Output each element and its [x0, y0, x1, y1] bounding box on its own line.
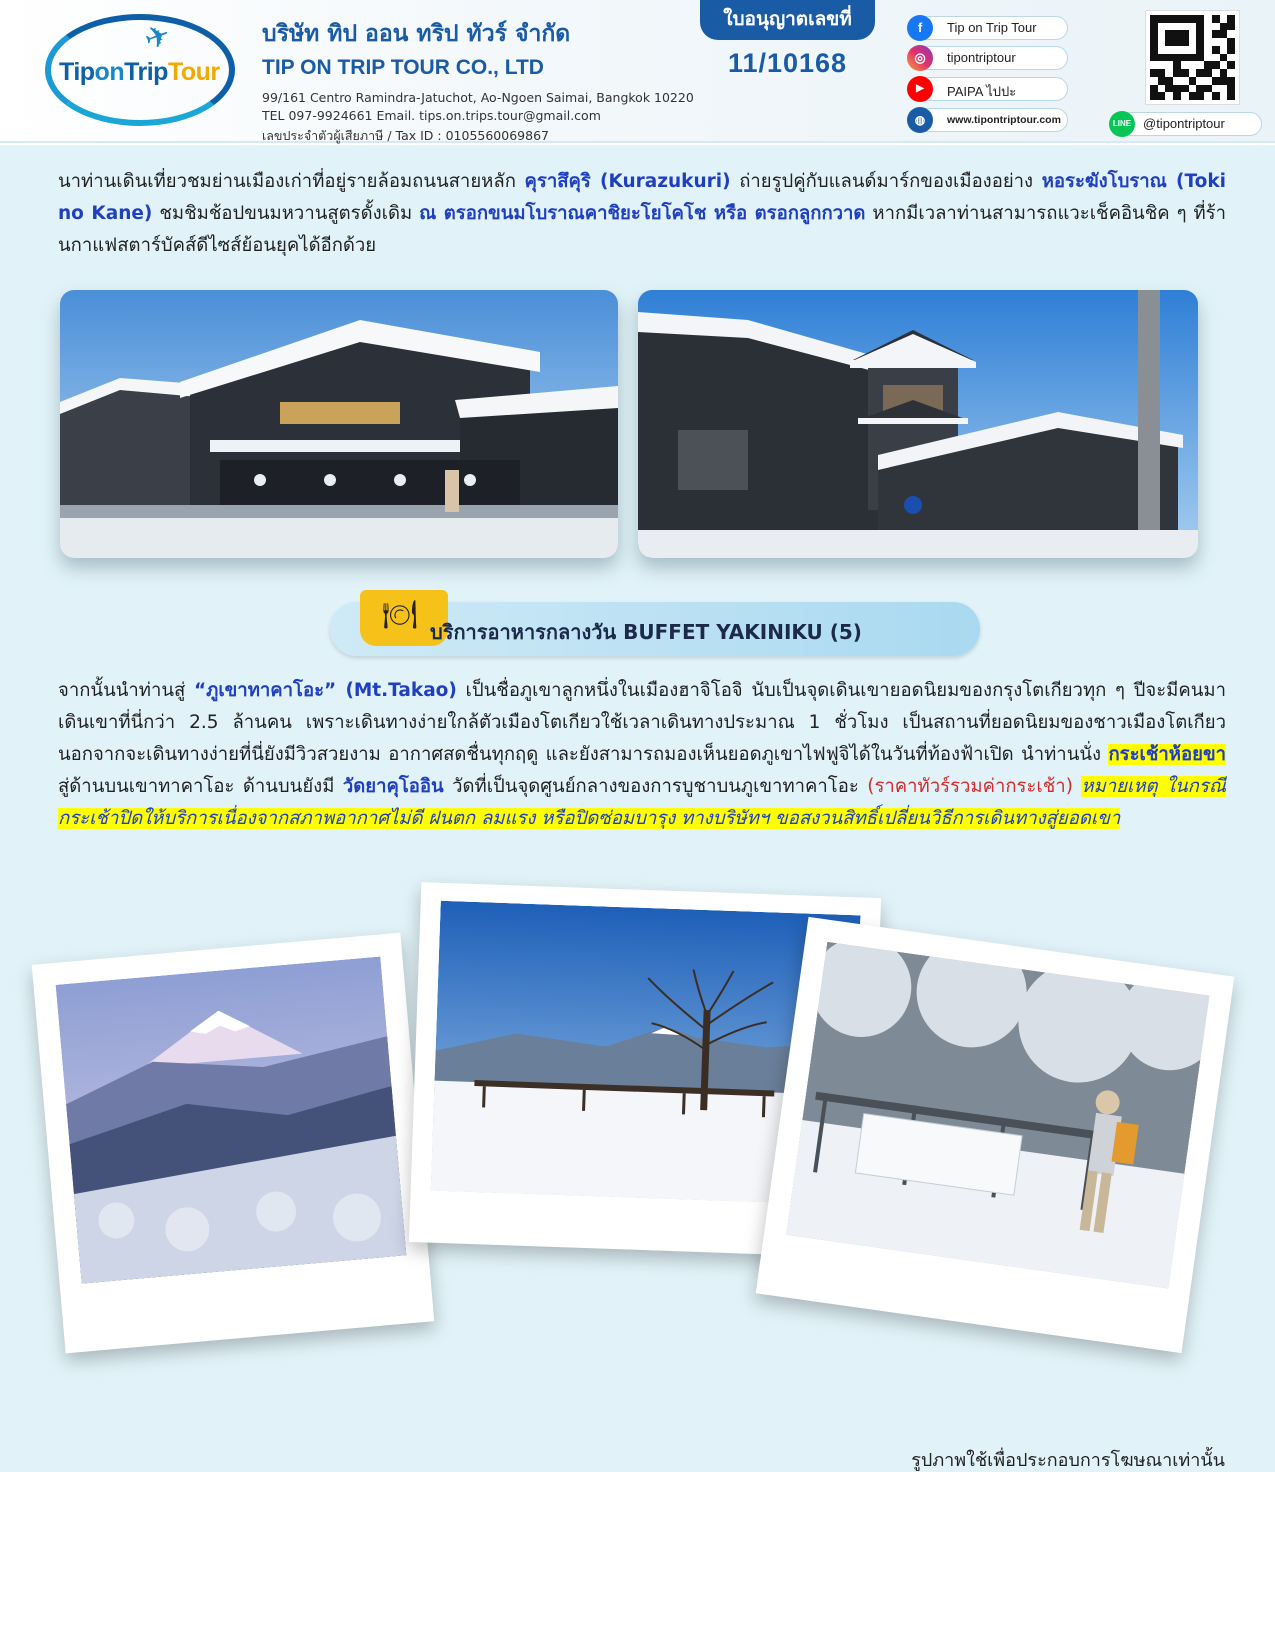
instagram-link[interactable]: ◎ tipontriptour [910, 46, 1068, 70]
line-icon: LINE [1109, 111, 1135, 137]
license-number: 11/10168 [727, 48, 848, 78]
lunch-banner-label: บริการอาหารกลางวัน BUFFET YAKINIKU (5) [430, 620, 862, 644]
dining-plate-icon: 🍽 [382, 598, 418, 631]
youtube-icon: ▶ [907, 76, 933, 102]
company-name-en: TIP ON TRIP TOUR CO., LTD [262, 56, 544, 79]
page-header [0, 0, 1275, 143]
line-link[interactable]: LINE @tipontriptour [1110, 112, 1262, 136]
website-link[interactable]: ◍ www.tipontriptour.com [910, 108, 1068, 132]
company-contact: TEL 097-9924661 Email. tips.on.trips.tour@gmail.com [262, 108, 601, 123]
polaroid-mt-fuji-view [32, 933, 435, 1354]
company-address: 99/161 Centro Ramindra-Jatuchot, Ao-Ngoen Saimai, Bangkok 10220 [262, 90, 694, 105]
facebook-icon: f [907, 15, 933, 41]
company-tax-id: เลขประจำตัวผู้เสียภาษี / Tax ID : 0105560069867 [262, 128, 549, 143]
company-info [262, 16, 694, 146]
airplane-icon: ✈ [139, 16, 176, 59]
license-badge [700, 0, 875, 79]
globe-icon: ◍ [907, 107, 933, 133]
image-disclaimer: รูปภาพใช้เพื่อประกอบการโฆษณาเท่านั้น [911, 1450, 1225, 1471]
instagram-icon: ◎ [907, 45, 933, 71]
polaroid-snow-hiker [756, 917, 1235, 1353]
mt-takao-description: จากนั้นนำท่านสู่ “ภูเขาทาคาโอะ” (Mt.Takao) เป็นชื่อภูเขาลูกหนึ่งในเมืองฮาจิโอจิ นับเป็นจุดเดินเขายอดนิยมของกรุงโตเกียวทุก ๆ ปีจะมีคนมาเดินเขาที่นี่กว่า 2.5 ล้านคน เพราะเดินทางง่ายใกล้ตัวเมืองโตเกียวใช้เวลาเดินทางประมาณ 1 ชั่วโมง เป็นสถานที่ยอดนิยมของชาวเมืองโตเกียว นอกจากจะเดินทางง่ายที่นี่ยังมีวิวสวยงาม อากาศสดชื่นทุกฤดู และยังสามารถมองเห็นยอดภูเขาไฟฟูจิได้ในวันที่ท้องฟ้าเปิด นำท่านนั่ง กระเช้าห้อยขา สู่ด้านบนเขาทาคาโอะ ด้านบนยังมี วัดยาคุโออิน วัดที่เป็นจุดศูนย์กลางของการบูชาบนภูเขาทาคาโอะ (ราคาทัวร์รวมค่ากระเช้า) หมายเหตุ ในกรณีกระเช้าปิดให้บริการเนื่องจากสภาพอากาศไม่ดี ฝนตก ลมแรง หรือปิดซ่อมบารุง ทางบริษัทฯ ขอสงวนสิทธิ์เปลี่ยนวิธีการเดินทางสู่ยอดเขา [58, 680, 1226, 829]
photo-kurazukuri-street [60, 290, 618, 558]
company-name-th: บริษัท ทิป ออน ทริป ทัวร์ จำกัด [262, 21, 571, 47]
company-logo: ✈ TiponTripTour [45, 14, 235, 126]
lunch-banner [330, 598, 980, 656]
facebook-link[interactable]: f Tip on Trip Tour [910, 16, 1068, 40]
photo-toki-no-kane-tower [638, 290, 1198, 558]
qr-code [1145, 10, 1240, 105]
youtube-link[interactable]: ▶ PAIPA ไปปะ [910, 77, 1068, 101]
license-label: ใบอนุญาตเลขที่ [700, 0, 875, 40]
kawagoe-description: นาท่านเดินเที่ยวชมย่านเมืองเก่าที่อยู่รายล้อมถนนสายหลัก คุราสึคุริ (Kurazukuri) ถ่ายรูปคู่กับแลนด์มาร์กของเมืองอย่าง หอระฆังโบราณ (Toki no Kane) ชมชิมช้อปขนมหวานสูตรดั้งเดิม ณ ตรอกขนมโบราณคาชิยะโยโคโช หรือ ตรอกลูกกวาด หากมีเวลาท่านสามารถแวะเช็คอินชิค ๆ ที่ร้านกาแฟสตาร์บัคส์ดีไซส์ย้อนยุคได้อีกด้วย [58, 171, 1226, 256]
